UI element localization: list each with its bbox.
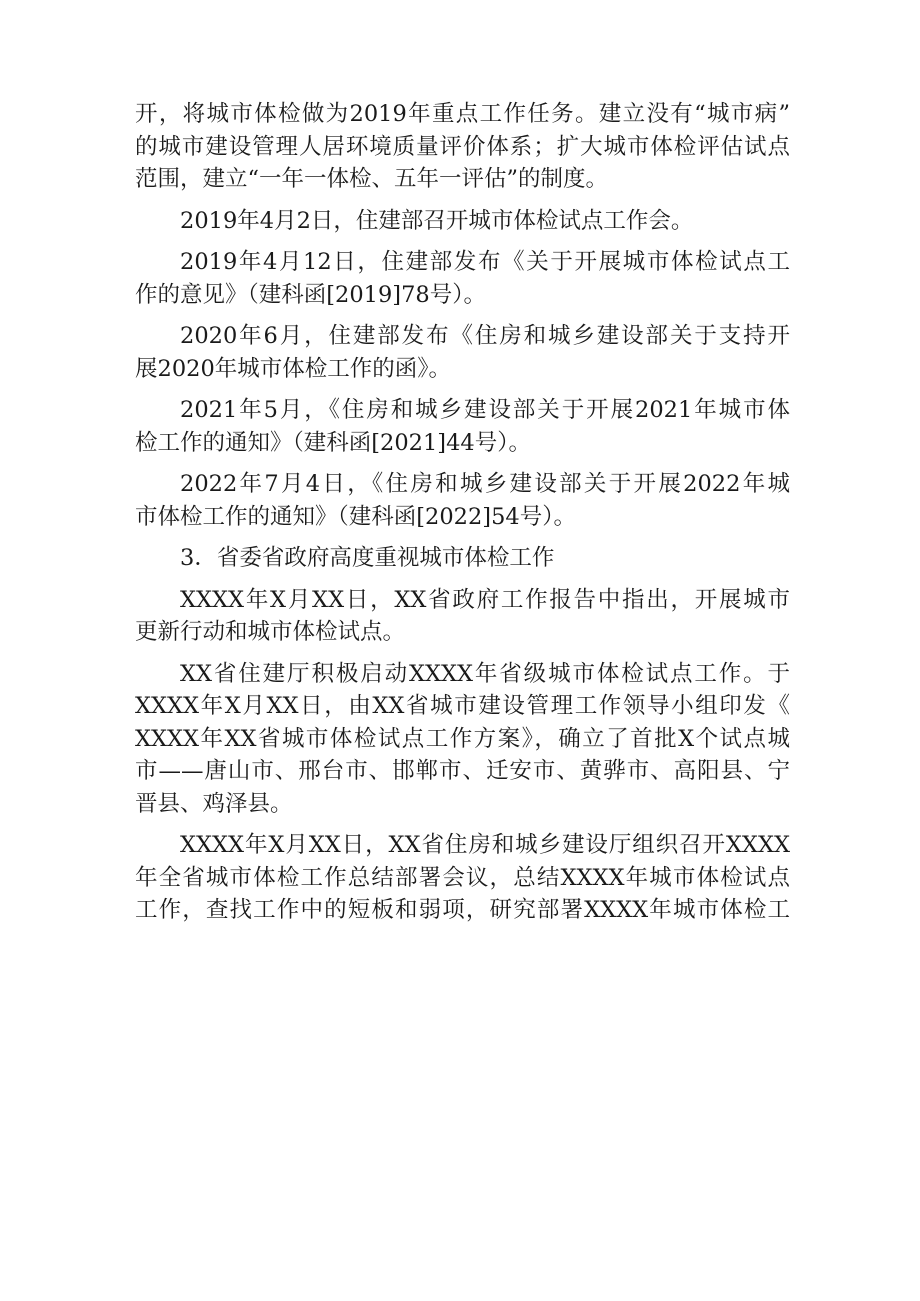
text-line: 2021年5月，《住房和城乡建设部关于开展2021年城市体 <box>180 397 790 423</box>
text-line: 2022年7月4日，《住房和城乡建设部关于开展2022年城 <box>180 471 790 497</box>
paragraph-pilot-cities <box>135 658 790 821</box>
text-line: 检工作的通知》（建科函[2021]44号）。 <box>135 429 531 456</box>
text-line: 市体检工作的通知》（建科函[2022]54号）。 <box>135 503 576 530</box>
document-page <box>135 98 790 936</box>
text-line: 年全省城市体检工作总结部署会议，总结XXXX年城市体检试点 <box>135 864 790 891</box>
text-line: XXXX年XX省城市体检试点工作方案》，确立了首批X个试点城 <box>135 725 790 752</box>
paragraph-summary-meeting <box>135 829 790 927</box>
text-line: XXXX年X月XX日，XX省政府工作报告中指出，开展城市 <box>180 586 790 613</box>
text-line: 2019年4月2日，住建部召开城市体检试点工作会。 <box>180 207 694 234</box>
text-line: XXXX年X月XX日，XX省住房和城乡建设厅组织召开XXXX <box>180 832 790 858</box>
text-line: 工作，查找工作中的短板和弱项，研究部署XXXX年城市体检工 <box>135 897 790 923</box>
paragraph-2022-07-04 <box>135 468 790 533</box>
section-heading-3 <box>135 542 790 575</box>
text-line: 作的意见》（建科函[2019]78号）。 <box>135 281 486 308</box>
text-line: 更新行动和城市体检试点。 <box>135 619 406 645</box>
text-line: 展2020年城市体检工作的函》。 <box>135 355 452 382</box>
text-line: 2020年6月，住建部发布《住房和城乡建设部关于支持开 <box>180 323 790 349</box>
paragraph-2019-04-02 <box>135 205 790 238</box>
paragraph-provincial-report <box>135 584 790 649</box>
paragraph-2021-05 <box>135 394 790 459</box>
paragraph-intro-continuation <box>135 98 790 196</box>
text-line: 2019年4月12日，住建部发布《关于开展城市体检试点工 <box>180 249 790 275</box>
text-line: XX省住建厅积极启动XXXX年省级城市体检试点工作。于 <box>180 660 790 687</box>
text-line: 范围，建立“一年一体检、五年一评估”的制度。 <box>135 166 609 192</box>
paragraph-2020-06 <box>135 320 790 385</box>
text-line: XXXX年X月XX日，由XX省城市建设管理工作领导小组印发《 <box>135 693 790 719</box>
text-line: 市——唐山市、邢台市、邯郸市、迁安市、黄骅市、高阳县、宁 <box>135 758 790 784</box>
text-line: 的城市建设管理人居环境质量评价体系；扩大城市体检评估试点 <box>135 133 790 160</box>
heading-line: 3．省委省政府高度重视城市体检工作 <box>180 545 555 571</box>
paragraph-2019-04-12 <box>135 246 790 311</box>
text-line: 开，将城市体检做为2019年重点工作任务。建立没有“城市病” <box>135 101 790 127</box>
text-line: 晋县、鸡泽县。 <box>135 790 293 817</box>
